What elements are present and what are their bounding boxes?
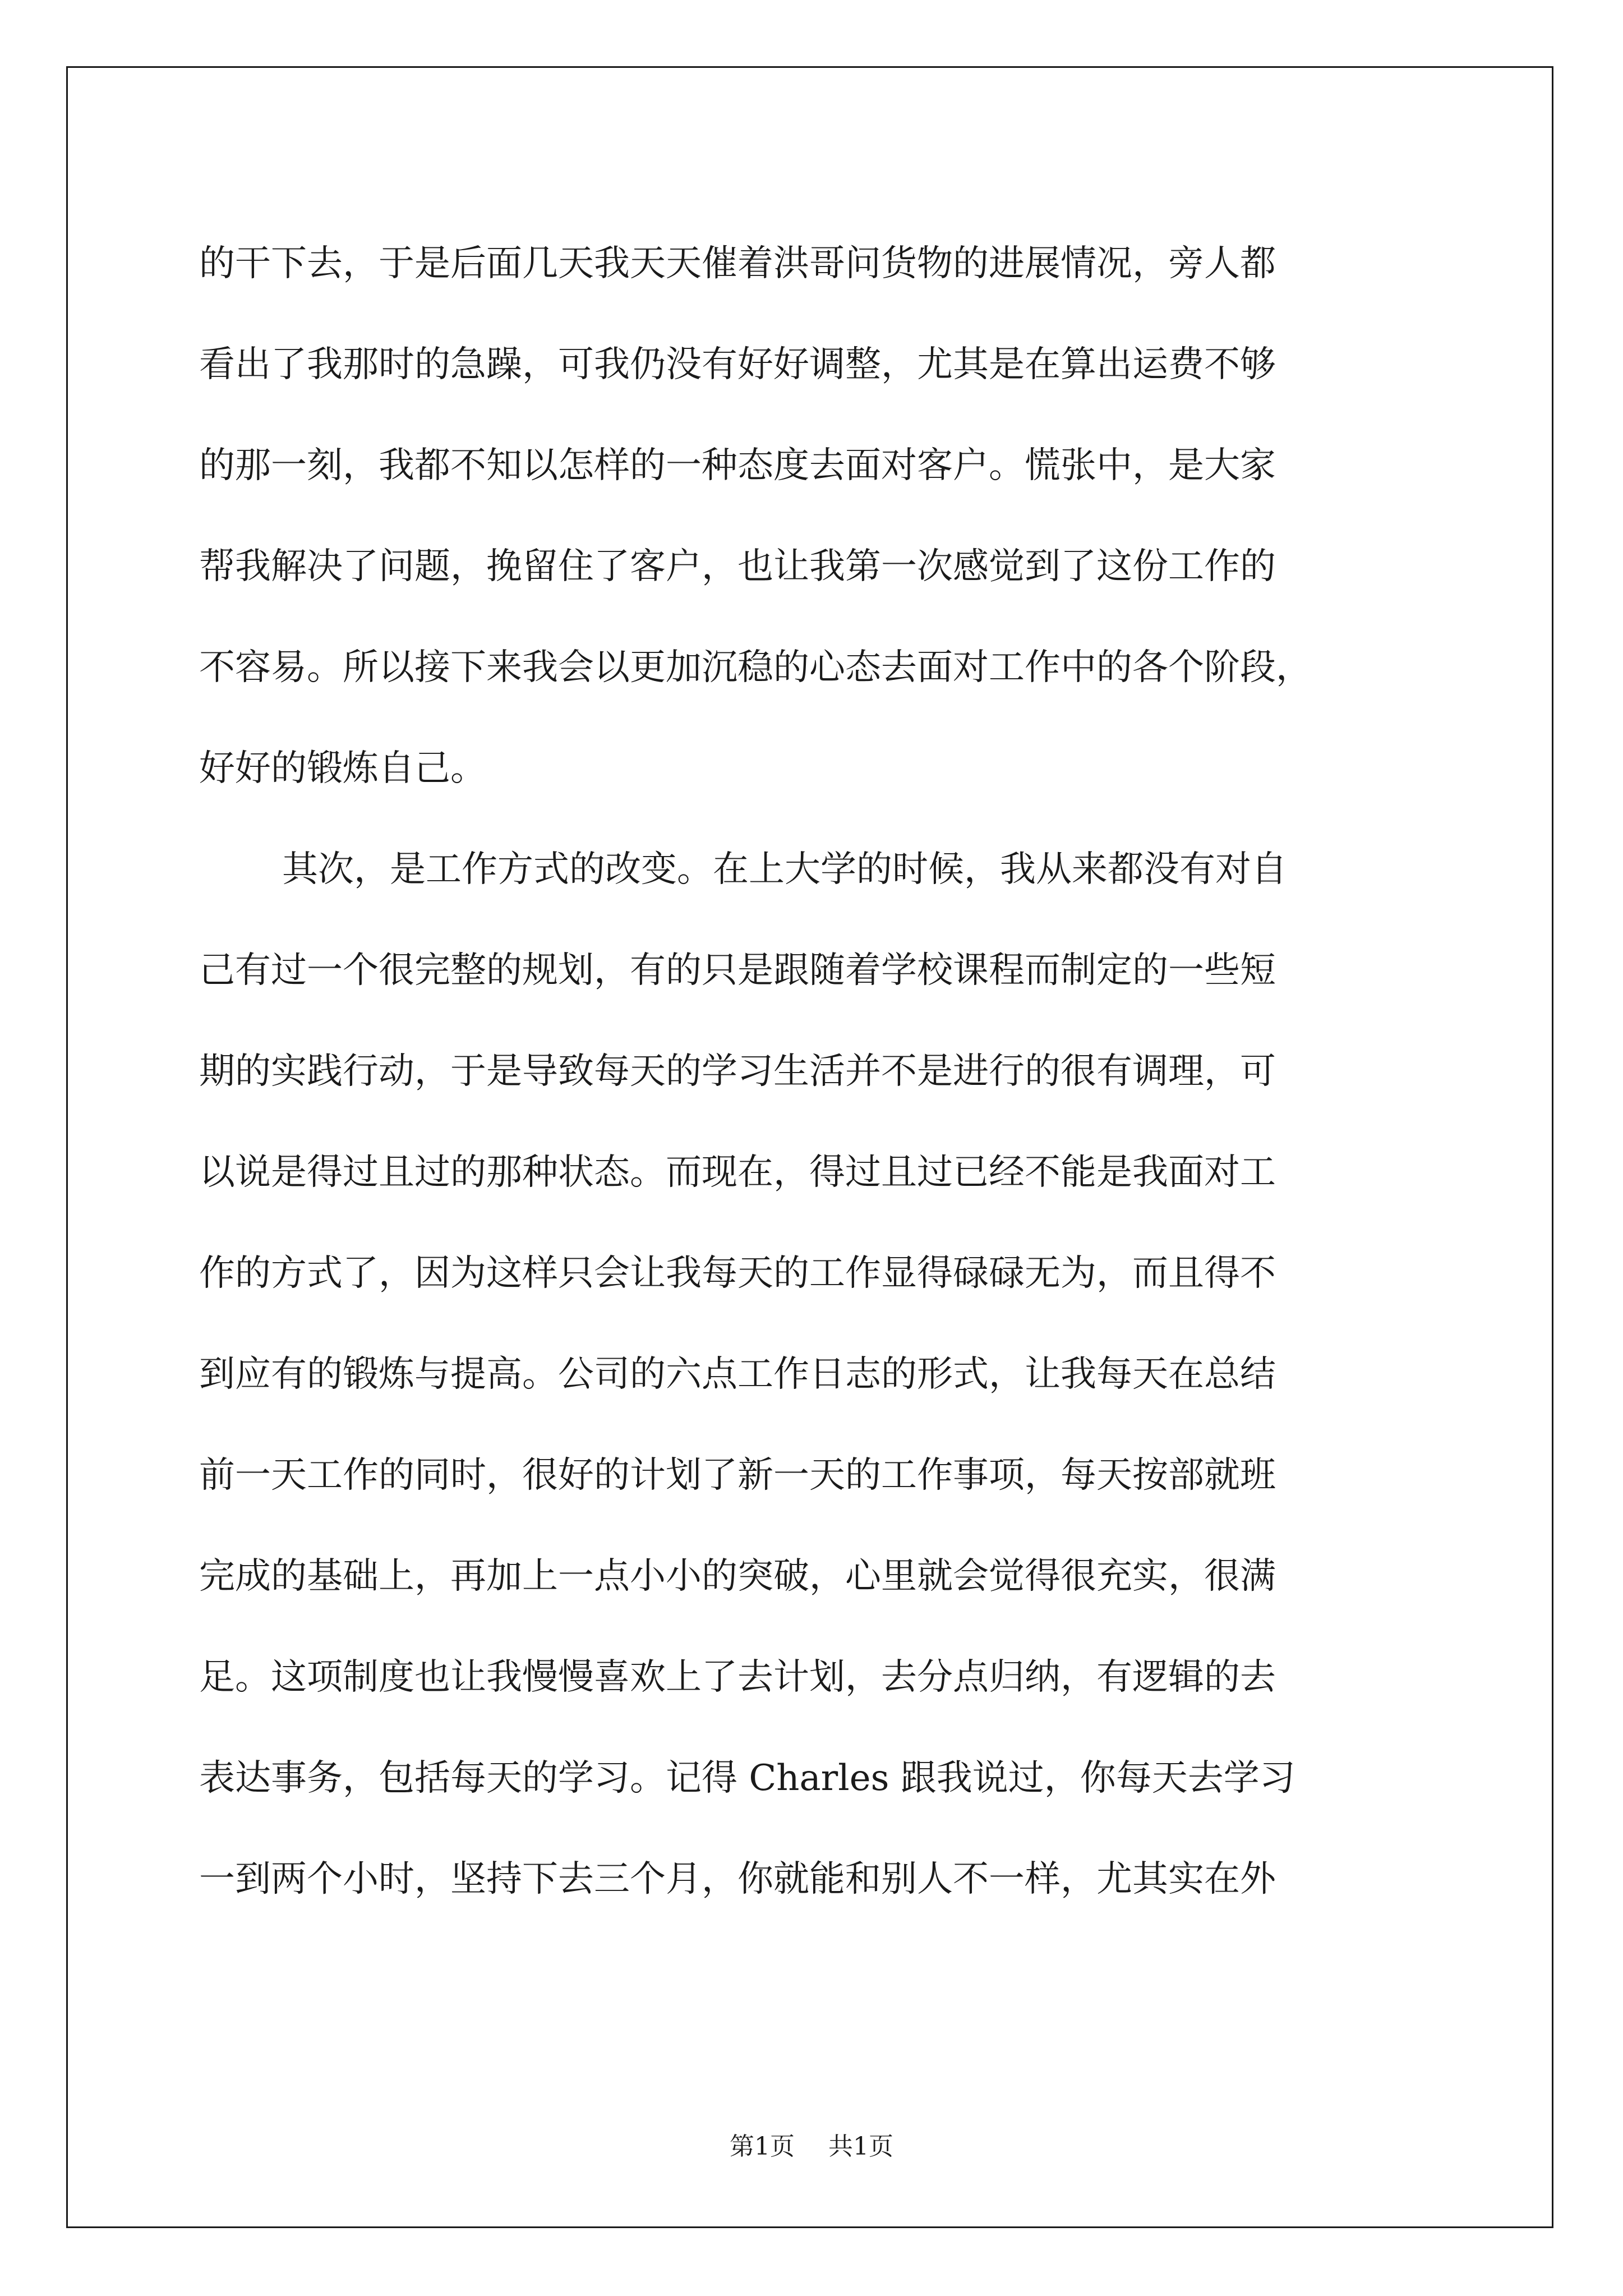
text-line-11: 作的方式了，因为这样只会让我每天的工作显得碌碌无为，而且得不 [199,1253,1276,1294]
text-line-13: 前一天工作的同时，很好的计划了新一天的工作事项，每天按部就班 [199,1455,1276,1496]
text-line-4: 帮我解决了问题，挽留住了客户，也让我第一次感觉到了这份工作的 [199,546,1276,587]
text-line-17: 一到两个小时，坚持下去三个月，你就能和别人不一样，尤其实在外 [199,1858,1276,1900]
text-line-6: 好好的锻炼自己。 [199,748,486,789]
text-line-12: 到应有的锻炼与提高。公司的六点工作日志的形式，让我每天在总结 [199,1354,1276,1395]
text-line-5: 不容易。所以接下来我会以更加沉稳的心态去面对工作中的各个阶段， [199,647,1312,688]
text-line-1: 的干下去，于是后面几天我天天催着洪哥问货物的进展情况，旁人都 [199,243,1276,284]
text-line-2: 看出了我那时的急躁，可我仍没有好好调整，尤其是在算出运费不够 [199,344,1276,385]
text-line-10: 以说是得过且过的那种状态。而现在，得过且过已经不能是我面对工 [199,1152,1276,1193]
text-line-16: 表达事务，包括每天的学习。记得 Charles 跟我说过，你每天去学习 [199,1757,1295,1799]
text-line-3: 的那一刻，我都不知以怎样的一种态度去面对客户。慌张中，是大家 [199,445,1276,486]
page-number-total: 共1页 [828,2132,893,2161]
text-line-15: 足。这项制度也让我慢慢喜欢上了去计划，去分点归纳，有逻辑的去 [199,1657,1276,1698]
page-footer [0,2126,1623,2162]
text-line-14: 完成的基础上，再加上一点小小的突破，心里就会觉得很充实，很满 [199,1556,1276,1597]
text-line-9: 期的实践行动，于是导致每天的学习生活并不是进行的很有调理，可 [199,1051,1276,1092]
page-number-current: 第1页 [730,2132,795,2161]
text-line-7-paragraph-start: 其次，是工作方式的改变。在上大学的时候，我从来都没有对自 [282,849,1287,890]
document-body [199,213,1461,1930]
text-line-8: 己有过一个很完整的规划，有的只是跟随着学校课程而制定的一些短 [199,950,1276,991]
